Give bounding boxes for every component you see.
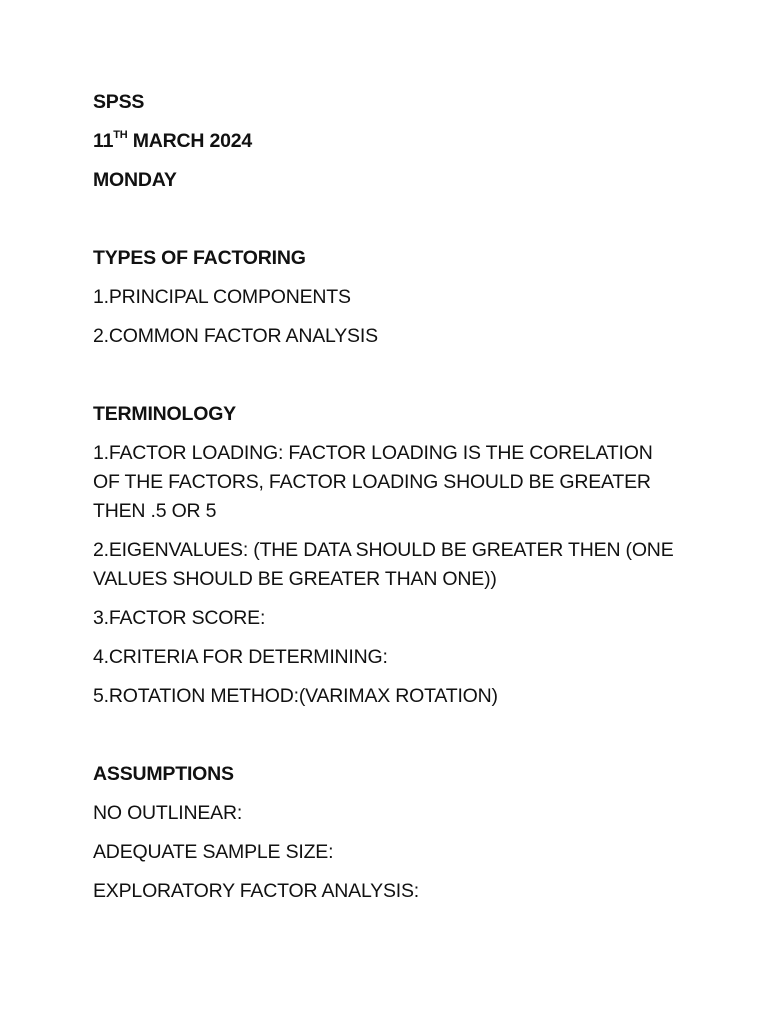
spacer — [93, 721, 683, 750]
terminology-item: 4.CRITERIA FOR DETERMINING: — [93, 646, 388, 668]
factoring-heading: TYPES OF FACTORING — [93, 247, 306, 269]
date-day: 11 — [93, 130, 114, 152]
terminology-item: 5.ROTATION METHOD:(VARIMAX ROTATION) — [93, 685, 498, 707]
date-rest: MARCH 2024 — [127, 130, 253, 152]
assumption-item: EXPLORATORY FACTOR ANALYSIS: — [93, 880, 420, 902]
date-line — [93, 127, 683, 156]
document-page — [93, 88, 683, 916]
assumption-item: NO OUTLINEAR: — [93, 802, 243, 824]
spacer — [93, 205, 683, 234]
terminology-item: 3.FACTOR SCORE: — [93, 607, 266, 629]
subject-title: SPSS — [93, 91, 145, 113]
spacer — [93, 361, 683, 390]
date-suffix: TH — [113, 128, 128, 141]
terminology-item: 1.FACTOR LOADING: FACTOR LOADING IS THE CORELATION OF THE FACTORS, FACTOR LOADING SHOULD BE GREATER THEN .5 OR 5 — [93, 442, 653, 522]
factoring-item: 1.PRINCIPAL COMPONENTS — [93, 286, 351, 308]
terminology-heading: TERMINOLOGY — [93, 403, 236, 425]
factoring-item: 2.COMMON FACTOR ANALYSIS — [93, 325, 378, 347]
weekday: MONDAY — [93, 169, 177, 191]
assumptions-heading: ASSUMPTIONS — [93, 763, 234, 785]
terminology-item: 2.EIGENVALUES: (THE DATA SHOULD BE GREATER THEN (ONE VALUES SHOULD BE GREATER THAN ONE)) — [93, 539, 674, 590]
assumption-item: ADEQUATE SAMPLE SIZE: — [93, 841, 334, 863]
